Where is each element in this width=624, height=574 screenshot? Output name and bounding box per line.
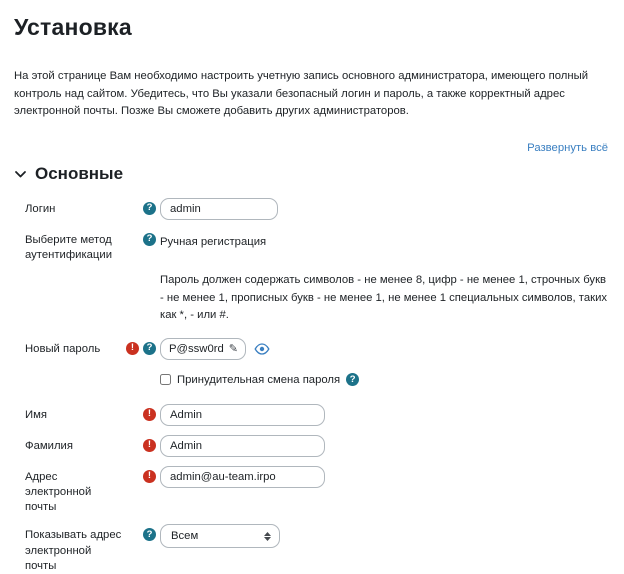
email-input[interactable] [160, 466, 325, 488]
required-icon: ! [126, 342, 139, 355]
force-password-change-checkbox[interactable] [160, 374, 171, 385]
row-email-visibility [25, 524, 610, 574]
section-general-header[interactable] [15, 164, 610, 184]
help-icon[interactable]: ? [143, 528, 156, 541]
row-auth-method [25, 229, 610, 264]
username-label: Логин [25, 198, 125, 217]
email-visibility-label: Показывать адрес электронной почты [25, 524, 125, 574]
firstname-input[interactable] [160, 404, 325, 426]
username-input[interactable] [160, 198, 278, 220]
expand-all-link[interactable]: Развернуть всё [527, 142, 608, 154]
email-visibility-value: Всем [171, 530, 198, 542]
row-username [25, 198, 610, 220]
row-firstname [25, 404, 610, 426]
email-visibility-select[interactable] [160, 524, 280, 548]
auth-method-label: Выберите метод аутентификации [25, 229, 125, 264]
required-icon: ! [143, 408, 156, 421]
row-new-password [25, 338, 610, 360]
row-email [25, 466, 610, 516]
force-password-change-label: Принудительная смена пароля [177, 374, 340, 386]
password-policy-hint: Пароль должен содержать символов - не менее 8, цифр - не менее 1, строчных букв - не менее 1, прописных букв - не менее 1, не менее 1 специальных символов, таких как *, - или #. [160, 272, 610, 325]
help-icon[interactable]: ? [143, 233, 156, 246]
row-force-password-change [25, 369, 610, 391]
auth-method-value: Ручная регистрация [160, 232, 266, 248]
new-password-label: Новый пароль [25, 338, 125, 357]
firstname-label: Имя [25, 404, 125, 423]
reveal-password-icon[interactable] [254, 343, 270, 355]
intro-text: На этой странице Вам необходимо настроить учетную запись основного администратора, имеющего полный контроль над сайтом. Убедитесь, что Вы указали безопасный логин и пароль, а также корректный адрес электронной почты. Позже Вы сможете добавить других администраторов. [14, 68, 610, 121]
expand-all-row [14, 138, 608, 156]
new-password-input[interactable] [160, 338, 246, 360]
admin-account-form [14, 198, 610, 574]
help-icon[interactable]: ? [143, 202, 156, 215]
row-lastname [25, 435, 610, 457]
select-arrows-icon [264, 532, 271, 541]
chevron-down-icon [15, 171, 26, 178]
new-password-value: P@ssw0rd [169, 343, 224, 355]
required-icon: ! [143, 470, 156, 483]
section-general-title: Основные [35, 164, 123, 184]
required-icon: ! [143, 439, 156, 452]
row-password-hint [25, 272, 610, 325]
help-icon[interactable]: ? [143, 342, 156, 355]
email-label: Адрес электронной почты [25, 466, 125, 516]
page-title: Установка [14, 14, 610, 41]
lastname-input[interactable] [160, 435, 325, 457]
help-icon[interactable]: ? [346, 373, 359, 386]
pencil-icon: ✎ [229, 342, 238, 355]
lastname-label: Фамилия [25, 435, 125, 454]
